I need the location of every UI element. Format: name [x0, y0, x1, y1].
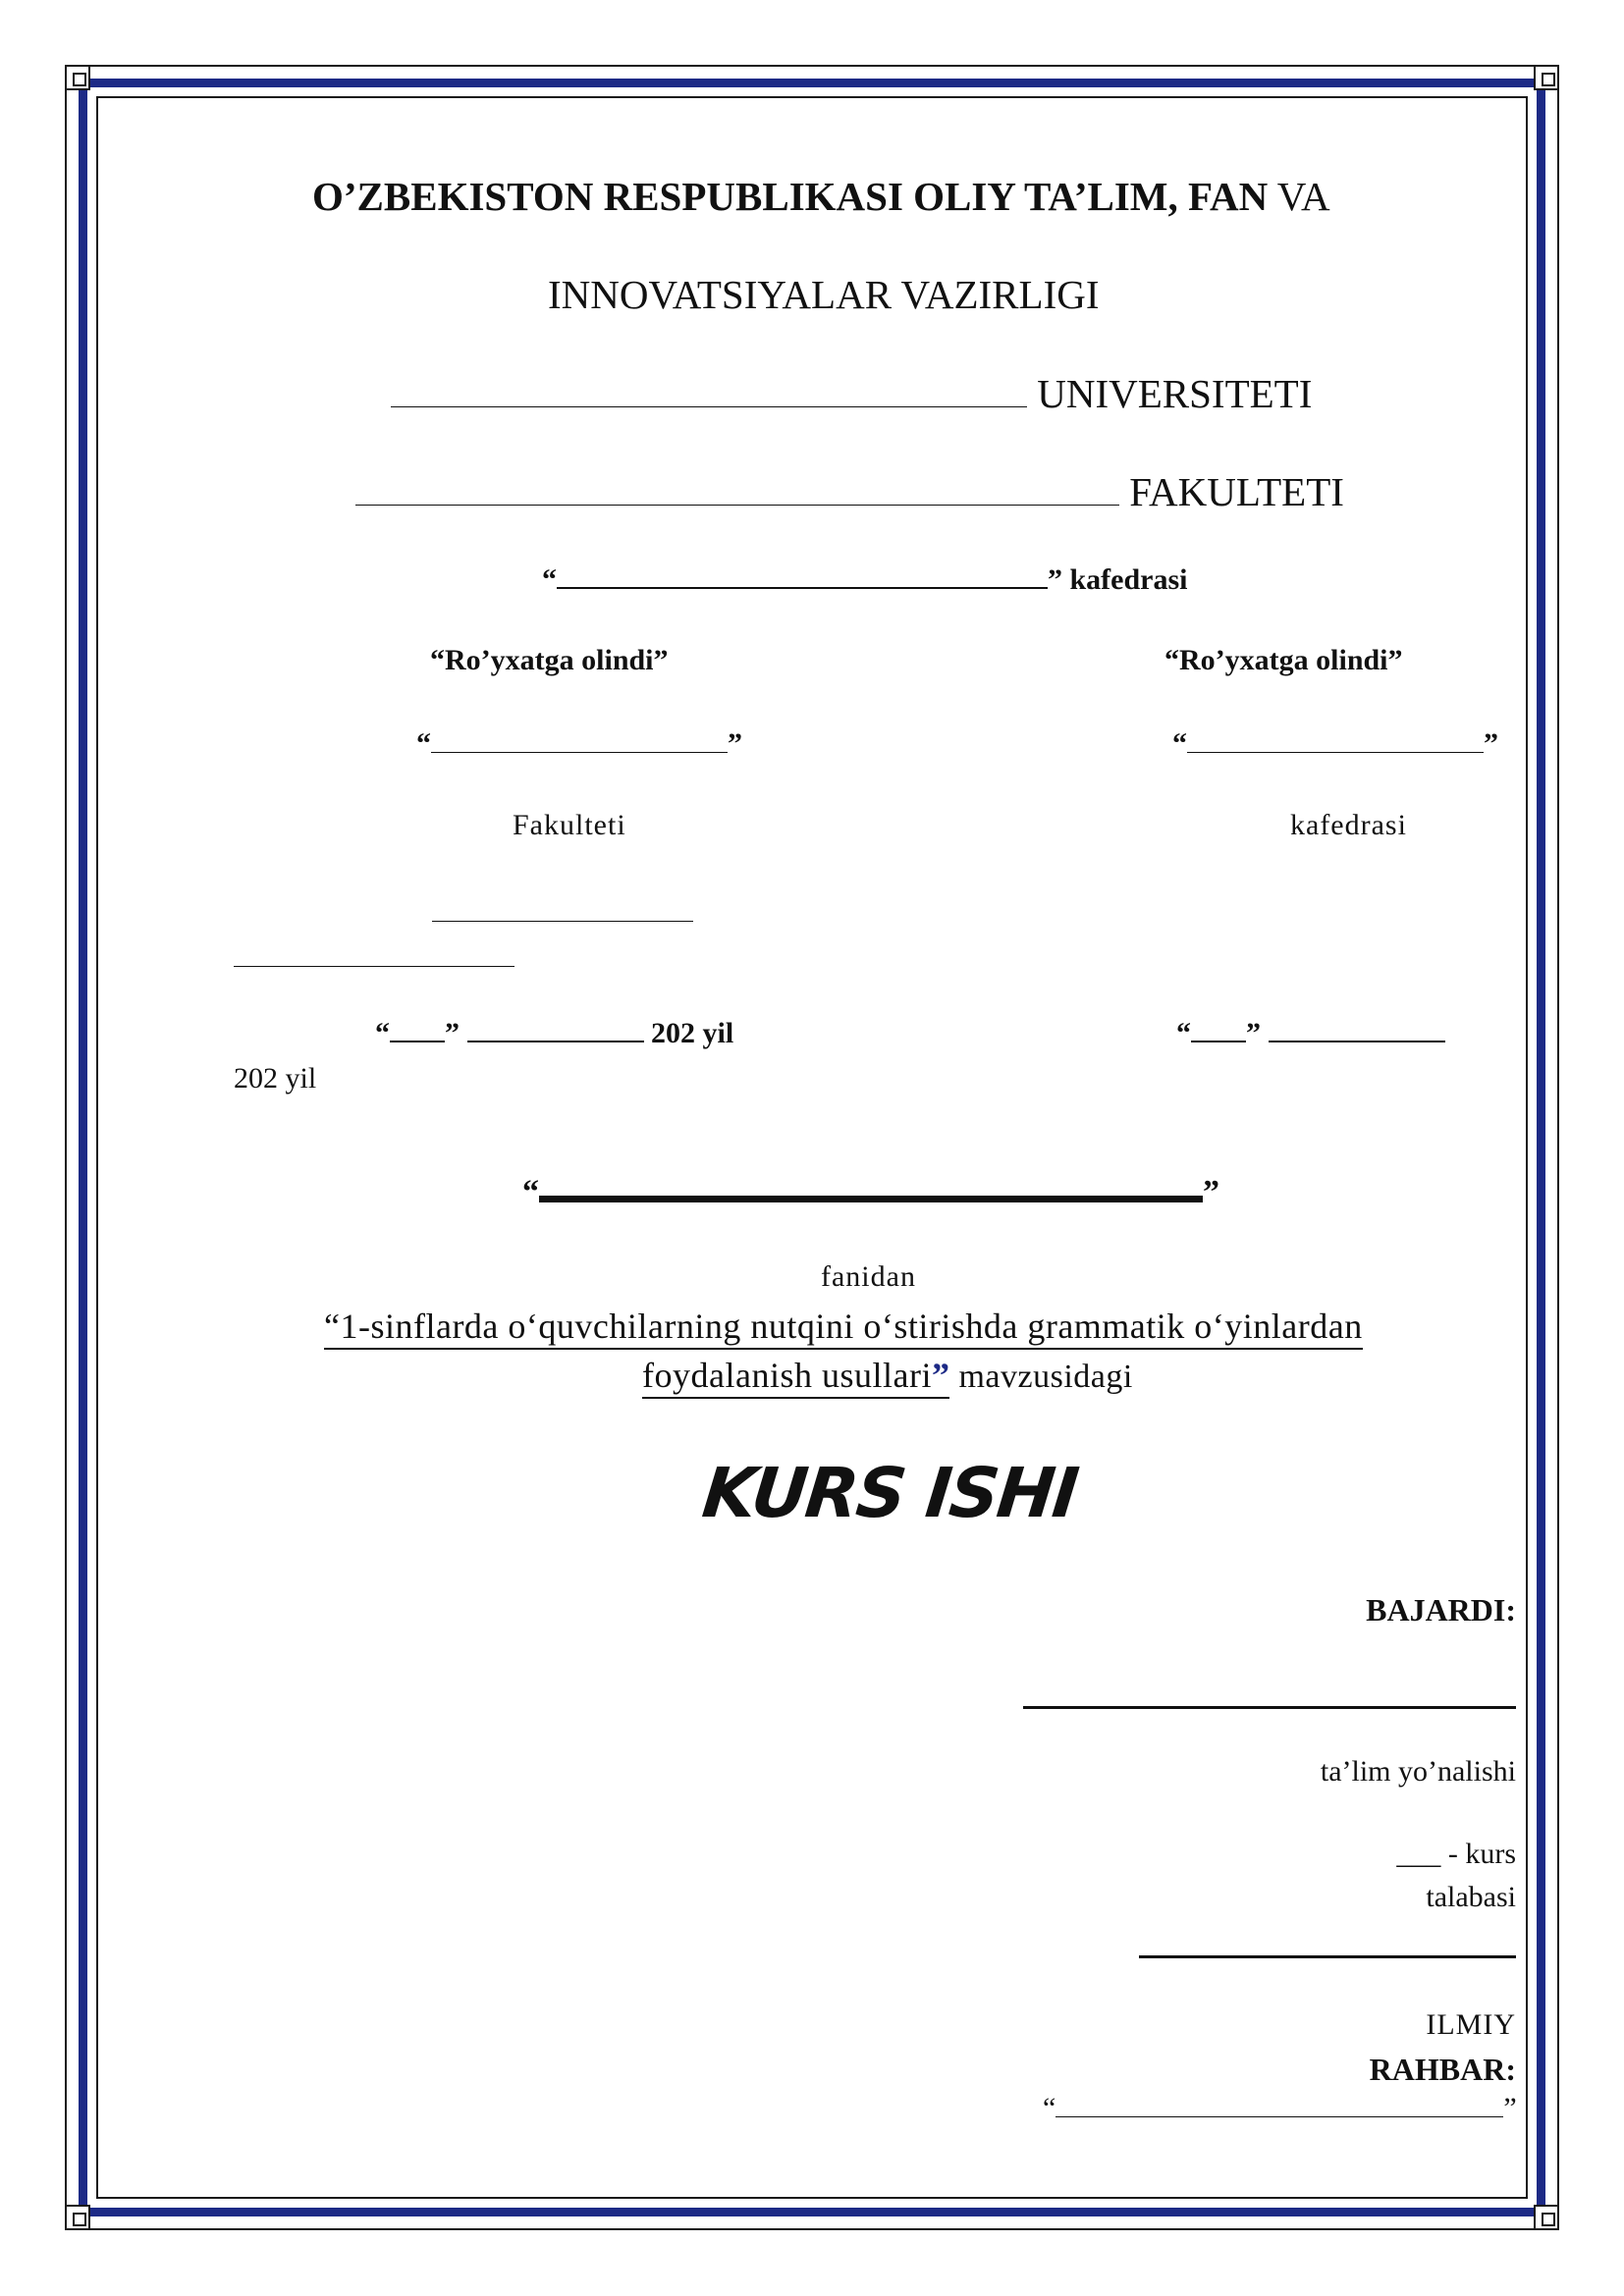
registration-left-label: Fakulteti [513, 809, 626, 841]
registration-left-blank[interactable] [431, 726, 728, 753]
corner-ornament-top-right [1534, 65, 1559, 90]
supervisor-blank[interactable] [1056, 2091, 1503, 2117]
university-blank[interactable] [391, 367, 1027, 407]
course-label: - kurs [1440, 1838, 1516, 1870]
registration-right-signature-blank[interactable] [234, 940, 514, 967]
subject-blank[interactable] [539, 1162, 1203, 1202]
student-name-blank[interactable] [1023, 1675, 1516, 1709]
ministry-title-bold: O’ZBEKISTON RESPUBLIKASI OLIY TA’LIM, FAN [312, 174, 1269, 219]
ministry-title-line2: INNOVATSIYALAR VAZIRLIGI [548, 272, 1100, 317]
open-quote: “ [1176, 1017, 1191, 1049]
registration-left-date [375, 1017, 733, 1050]
topic-text-line2-value: foydalanish usullari [642, 1356, 932, 1395]
registration-right-year: 202 yil [234, 1062, 317, 1095]
open-quote: “ [375, 1017, 390, 1049]
rahbar-label: RAHBAR: [1369, 2052, 1516, 2087]
close-quote: ” [1203, 1174, 1219, 1210]
corner-ornament-bottom-right [1534, 2205, 1559, 2230]
faculty-label: FAKULTETI [1129, 469, 1344, 514]
ministry-title-line1 [312, 173, 1330, 220]
registration-left-title: “Ro’yxatga olindi” [430, 644, 669, 676]
topic-close-quote: ” [931, 1356, 950, 1395]
date-month-blank[interactable] [467, 1017, 644, 1042]
topic-text-line2 [642, 1356, 949, 1399]
faculty-blank[interactable] [355, 465, 1119, 506]
mavzusidagi-label: mavzusidagi [949, 1359, 1133, 1395]
bajardi-label: BAJARDI: [1366, 1592, 1516, 1628]
course-line [1396, 1838, 1516, 1871]
faculty-line [355, 465, 1344, 515]
topic-line1 [324, 1306, 1363, 1347]
registration-right-date [1176, 1017, 1445, 1050]
course-blank[interactable]: ___ [1396, 1838, 1441, 1870]
open-quote: “ [416, 727, 431, 760]
date-year: 202 yil [651, 1017, 734, 1049]
registration-right-number [1172, 726, 1498, 761]
supervisor-line [1043, 2091, 1517, 2125]
close-quote: ” [728, 727, 742, 760]
date-month-blank[interactable] [1269, 1017, 1445, 1042]
close-quote: ” [1484, 727, 1498, 760]
university-line [391, 367, 1312, 417]
registration-left-signature-blank[interactable] [432, 895, 693, 922]
department-open-quote: “ [542, 563, 557, 596]
direction-label: ta’lim yo’nalishi [1320, 1755, 1516, 1788]
close-quote: ” [1246, 1017, 1261, 1049]
registration-right-title: “Ro’yxatga olindi” [1164, 644, 1403, 676]
university-label: UNIVERSITETI [1037, 371, 1313, 416]
close-quote: ” [1503, 2092, 1517, 2124]
registration-right-blank[interactable] [1187, 726, 1484, 753]
corner-ornament-top-left [65, 65, 90, 90]
corner-ornament-bottom-left [65, 2205, 90, 2230]
topic-line2 [642, 1355, 1133, 1396]
student-signature-blank[interactable] [1139, 1928, 1516, 1958]
date-day-blank[interactable] [390, 1017, 445, 1042]
registration-right-label: kafedrasi [1290, 809, 1407, 841]
department-blank[interactable] [557, 561, 1048, 589]
department-line [542, 561, 1188, 597]
open-quote: “ [1172, 727, 1187, 760]
document-title: KURS ISHI [698, 1453, 1081, 1533]
ministry-title-rest: VA [1276, 174, 1330, 219]
topic-text-line1: “1-sinflarda o‘quvchilarning nutqini o‘stirishda grammatik o‘yinlardan [324, 1307, 1363, 1350]
close-quote: ” [445, 1017, 460, 1049]
department-label: ” kafedrasi [1048, 563, 1188, 596]
open-quote: “ [522, 1174, 539, 1210]
subject-line [522, 1162, 1219, 1211]
fanidan-label: fanidan [821, 1260, 916, 1293]
date-day-blank[interactable] [1191, 1017, 1246, 1042]
ilmiy-label: ILMIY [1426, 2008, 1516, 2041]
registration-left-number [416, 726, 742, 761]
talabasi-label: talabasi [1426, 1881, 1516, 1913]
open-quote: “ [1043, 2092, 1056, 2124]
